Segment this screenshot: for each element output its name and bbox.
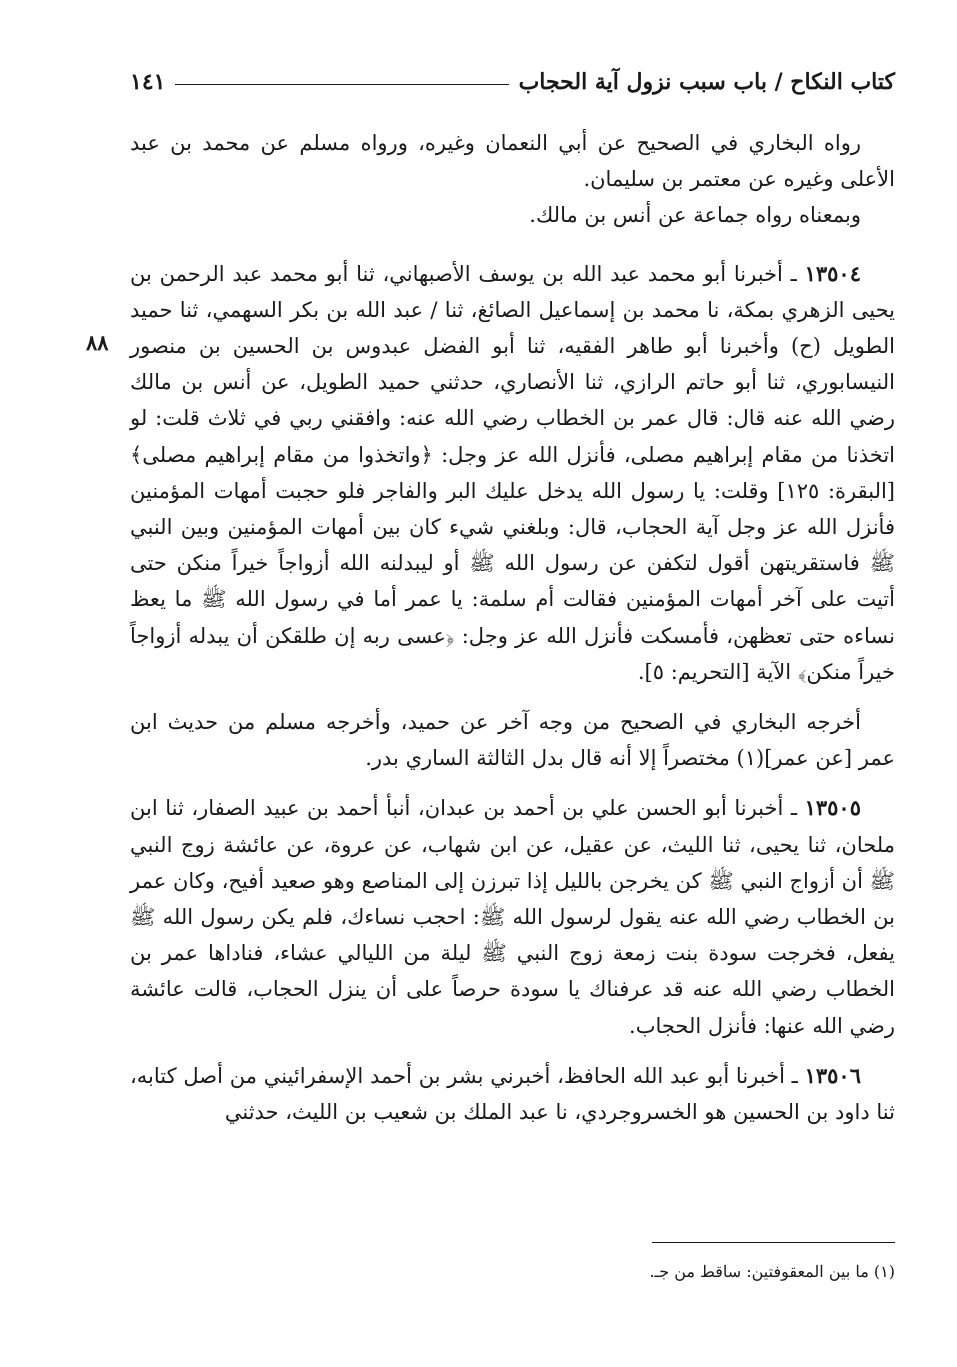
footnote: (١) ما بين المعقوفتين: ساقط من جـ. <box>649 1262 895 1281</box>
paragraph <box>130 197 895 233</box>
margin-page-reference: ٨٨ <box>86 330 109 355</box>
running-header <box>130 62 895 102</box>
paragraph-text: رواه البخاري في الصحيح عن أبي النعمان وغيره، ورواه مسلم عن محمد بن عبد الأعلى وغيره عن معتمر بن سليمان. <box>130 131 895 192</box>
paragraph-text: أخرجه البخاري في الصحيح من وجه آخر عن حميد، وأخرجه مسلم من حديث ابن عمر [عن عمر](١) مختصراً إلا أنه قال بدل الثالثة الساري بدر. <box>130 710 895 771</box>
page-number: ١٤١ <box>130 69 166 95</box>
hadith-paragraph <box>130 790 895 1043</box>
paragraph <box>130 704 895 776</box>
header-title: كتاب النكاح / باب سبب نزول آية الحجاب <box>518 69 895 95</box>
paragraph-text: ـ أخبرنا أبو محمد عبد الله بن يوسف الأصبهاني، ثنا أبو محمد عبد الرحمن بن يحيى الزهري بمكة، نا محمد بن إسماعيل الصائغ، ثنا / عبد الله بن بكر السهمي، ثنا حميد الطويل (ح) وأخبرنا أبو طاهر الفقيه، ثنا أبو الفضل عبدوس بن الحسين بن منصور النيسابوري، ثنا أبو حاتم الرازي، ثنا الأنصاري، حدثني حميد الطويل، عن أنس بن مالك رضي الله عنه قال: قال عمر بن الخطاب رضي الله عنه: وافقني ربي في ثلاث قلت: لو اتخذنا من مقام إبراهيم مصلى، فأنزل الله عز وجل: ﴿واتخذوا من مقام إبراهيم مصلى﴾ [البقرة: ١٢٥] وقلت: يا رسول الله يدخل عليك البر والفاجر فلو حجبت أمهات المؤمنين فأنزل الله عز وجل آية الحجاب، قال: وبلغني شيء كان بين أمهات المؤمنين وبين النبي ﷺ فاستقريتهن أقول لتكفن عن رسول الله ﷺ أو ليبدلنه الله أزواجاً خيراً منكن حتى أتيت على آخر أمهات المؤمنين فقالت أم سلمة: يا عمر أما في رسول الله ﷺ ما يعظ نساءه حتى تعظهن، فأمسكت فأنزل الله عز وجل: ﴿عسى ربه إن طلقكن أن يبدله أزواجاً خيراً منكن﴾ الآية [التحريم: ٥]. <box>130 261 895 684</box>
hadith-number: ١٣٥٠٥ <box>804 795 861 821</box>
footnote-rule <box>652 1242 895 1243</box>
paragraph-text: ـ أخبرنا أبو الحسن علي بن أحمد بن عبدان، أنبأ أحمد بن عبيد الصفار، ثنا ابن ملحان، ثنا يحيى، ثنا الليث، عن عقيل، عن ابن شهاب، عن عروة، عن عائشة زوج النبي ﷺ أن أزواج النبي ﷺ كن يخرجن بالليل إذا تبرزن إلى المناصع وهو صعيد أفيح، وكان عمر بن الخطاب رضي الله عنه يقول لرسول الله ﷺ: احجب نساءك، فلم يكن رسول الله ﷺ يفعل، فخرجت سودة بنت زمعة زوج النبي ﷺ ليلة من الليالي عشاء، فناداها عمر بن الخطاب رضي الله عنه قد عرفناك يا سودة حرصاً على أن ينزل الحجاب، قالت عائشة رضي الله عنها: فأنزل الحجاب. <box>130 796 895 1038</box>
hadith-number: ١٣٥٠٤ <box>804 260 861 286</box>
hadith-paragraph <box>130 1058 895 1130</box>
header-rule <box>175 84 508 85</box>
paragraph-text: وبمعناه رواه جماعة عن أنس بن مالك. <box>529 203 861 228</box>
hadith-paragraph <box>130 256 895 690</box>
hadith-number: ١٣٥٠٦ <box>804 1062 861 1088</box>
main-text <box>130 125 895 1130</box>
paragraph <box>130 125 895 197</box>
paragraph-text: ـ أخبرنا أبو عبد الله الحافظ، أخبرني بشر بن أحمد الإسفرائيني من أصل كتابه، ثنا داود بن الحسين هو الخسروجردي، نا عبد الملك بن شعيب بن الليث، حدثني <box>130 1063 895 1125</box>
